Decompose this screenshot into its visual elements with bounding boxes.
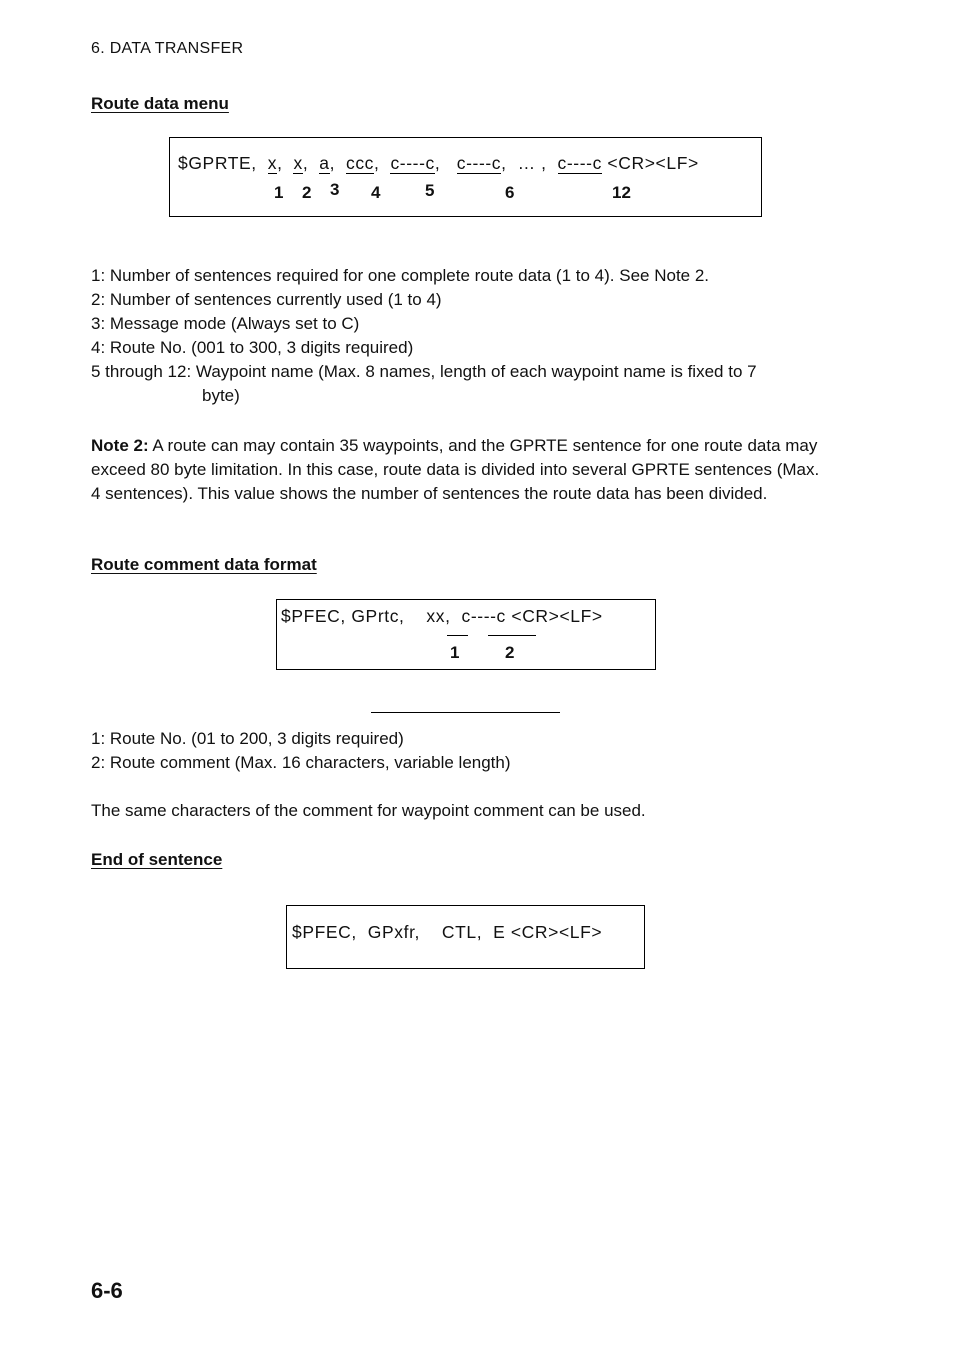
comma: ,: [501, 153, 507, 173]
field-6: c----c: [456, 153, 502, 173]
running-header: 6. DATA TRANSFER: [91, 40, 244, 57]
field-number-12: 12: [612, 183, 631, 202]
field-2: c----c: [461, 606, 506, 626]
route-data-item-4: 4: Route No. (001 to 300, 3 digits required): [91, 338, 414, 357]
sentence-prefix: $PFEC, GPrtc,: [281, 606, 405, 626]
gpxfr-sentence: $PFEC, GPxfr, CTL, E <CR><LF>: [292, 922, 603, 942]
field-1: x: [267, 153, 278, 173]
route-comment-item-2: 2: Route comment (Max. 16 characters, variable length): [91, 753, 511, 772]
field-number-2: 2: [302, 183, 312, 202]
note-2: [91, 434, 831, 506]
field-number-1: 1: [274, 183, 284, 202]
sentence-suffix: <CR><LF>: [607, 153, 699, 173]
field-number-5: 5: [425, 181, 435, 200]
sentence-prefix: $GPRTE,: [178, 153, 257, 173]
field-number-3: 3: [330, 180, 340, 199]
note-label: Note 2:: [91, 436, 149, 455]
field-12: c----c: [557, 153, 602, 173]
field-2-underline: [488, 635, 536, 636]
route-data-item-5-12: 5 through 12: Waypoint name (Max. 8 names, length of each waypoint name is fixed to 7: [91, 362, 757, 381]
field-number-2: 2: [505, 643, 515, 662]
ellipsis: … ,: [517, 153, 547, 173]
comma: ,: [374, 153, 380, 173]
route-comment-item-1: 1: Route No. (01 to 200, 3 digits required): [91, 729, 404, 748]
field-3: a: [319, 153, 330, 173]
field-number-6: 6: [505, 183, 515, 202]
divider-line: [371, 712, 560, 713]
route-data-item-5-12-cont: byte): [202, 386, 240, 405]
section-title-route-data-menu: Route data menu: [91, 94, 229, 113]
field-1: xx: [426, 606, 446, 626]
section-title-route-comment: Route comment data format: [91, 555, 317, 574]
note-text: A route can may contain 35 waypoints, and the GPRTE sentence for one route data may exceed 80 byte limitation. In this case, route data is divided into several GPRTE sentences (Max. 4 sentences). This value shows the number of sentences the route data has been divided.: [91, 436, 820, 503]
field-1-underline: [447, 635, 468, 636]
route-comment-remark: The same characters of the comment for waypoint comment can be used.: [91, 801, 646, 820]
field-number-1: 1: [450, 643, 460, 662]
gprte-sentence-box: [169, 137, 762, 217]
section-title-end-of-sentence: End of sentence: [91, 850, 223, 869]
comma: ,: [445, 606, 451, 626]
route-data-item-3: 3: Message mode (Always set to C): [91, 314, 360, 333]
page-number: 6-6: [91, 1278, 123, 1303]
field-2: x: [293, 153, 303, 173]
sentence-suffix: <CR><LF>: [511, 606, 603, 626]
field-4: ccc: [345, 153, 375, 173]
comma: ,: [277, 153, 283, 173]
gprtc-sentence-box: [276, 599, 656, 670]
route-data-item-1: 1: Number of sentences required for one complete route data (1 to 4). See Note 2.: [91, 266, 710, 285]
route-data-item-2: 2: Number of sentences currently used (1 to 4): [91, 290, 442, 309]
field-number-4: 4: [371, 183, 381, 202]
field-5: c----c: [390, 153, 435, 173]
gprte-sentence: [178, 153, 699, 174]
comma: ,: [329, 153, 336, 173]
comma: ,: [302, 153, 309, 173]
comma: ,: [434, 153, 441, 173]
gpxfr-sentence-box: [286, 905, 645, 969]
gprtc-sentence: [281, 606, 603, 627]
